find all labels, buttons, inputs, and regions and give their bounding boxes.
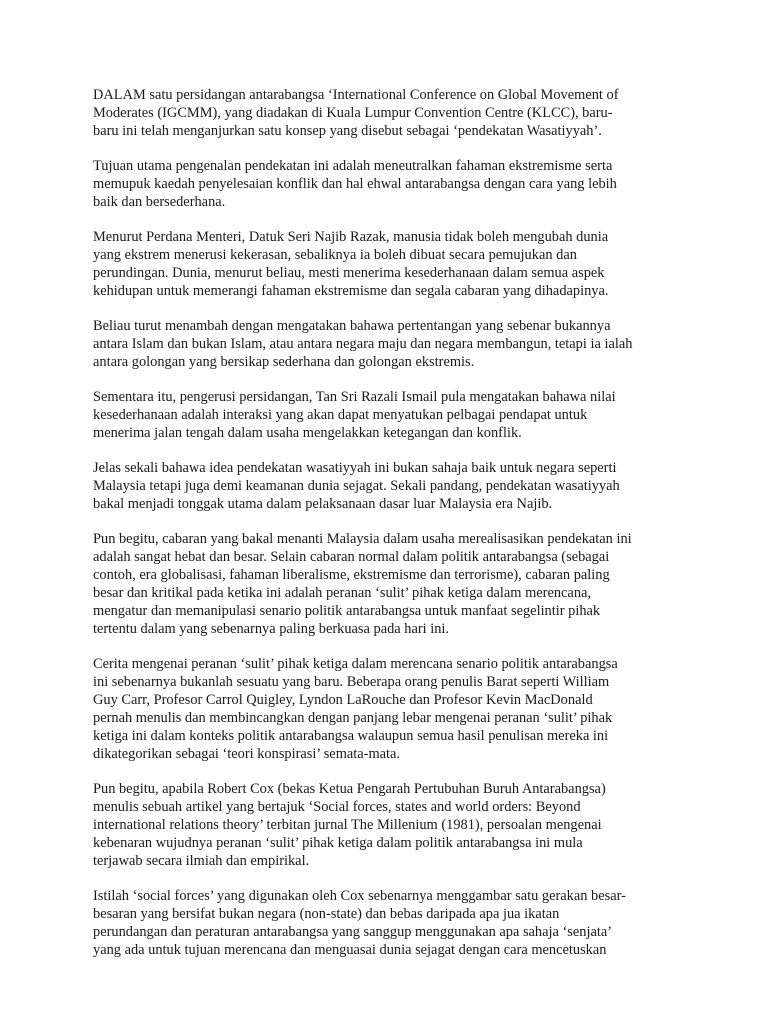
article-paragraph xyxy=(93,459,693,513)
paragraph-line: bakal menjadi tonggak utama dalam pelaksanaan dasar luar Malaysia era Najib. xyxy=(93,496,553,512)
article-paragraph xyxy=(93,780,693,870)
paragraph-line: yang ada untuk tujuan merencana dan menguasai dunia sejagat dengan cara mencetuskan xyxy=(93,942,607,958)
paragraph-line: Guy Carr, Profesor Carrol Quigley, Lyndon LaRouche dan Profesor Kevin MacDonald xyxy=(93,692,593,708)
paragraph-line: pernah menulis dan membincangkan dengan panjang lebar mengenai peranan ‘sulit’ pihak xyxy=(93,710,613,726)
paragraph-line: baru ini telah menganjurkan satu konsep yang disebut sebagai ‘pendekatan Wasatiyyah’. xyxy=(93,123,602,139)
article-paragraph xyxy=(93,655,693,763)
article-paragraph xyxy=(93,157,693,211)
paragraph-line: besar dan kritikal pada ketika ini adalah peranan ‘sulit’ pihak ketiga dalam merencana, xyxy=(93,585,591,601)
paragraph-line: besaran yang bersifat bukan negara (non-state) dan bebas daripada apa jua ikatan xyxy=(93,906,560,922)
paragraph-line: Jelas sekali bahawa idea pendekatan wasatiyyah ini bukan sahaja baik untuk negara seperti xyxy=(93,460,617,476)
paragraph-line: menerima jalan tengah dalam usaha mengelakkan ketegangan dan konflik. xyxy=(93,425,522,441)
paragraph-line: contoh, era globalisasi, fahaman liberalisme, ekstremisme dan terrorisme), cabaran paling xyxy=(93,567,610,583)
paragraph-line: mengatur dan memanipulasi senario politik antarabangsa untuk manfaat segelintir pihak xyxy=(93,603,601,619)
paragraph-line: ketiga ini dalam konteks politik antarabangsa walaupun semua hasil penulisan mereka ini xyxy=(93,728,609,744)
paragraph-line: terjawab secara ilmiah dan empirikal. xyxy=(93,853,310,869)
paragraph-line: DALAM satu persidangan antarabangsa ‘International Conference on Global Movement of xyxy=(93,87,619,103)
paragraph-line: Malaysia tetapi juga demi keamanan dunia sejagat. Sekali pandang, pendekatan wasatiyyah xyxy=(93,478,620,494)
paragraph-line: perundangan dan peraturan antarabangsa yang sanggup menggunakan apa sahaja ‘senjata’ xyxy=(93,924,613,940)
article-paragraph xyxy=(93,887,693,959)
paragraph-line: dikategorikan sebagai ‘teori konspirasi’ semata-mata. xyxy=(93,746,401,762)
paragraph-line: Pun begitu, apabila Robert Cox (bekas Ketua Pengarah Pertubuhan Buruh Antarabangsa) xyxy=(93,781,606,797)
paragraph-line: yang ekstrem menerusi kekerasan, sebaliknya ia boleh dibuat secara pemujukan dan xyxy=(93,247,577,263)
paragraph-line: international relations theory’ terbitan jurnal The Millenium (1981), persoalan mengenai xyxy=(93,817,602,833)
article-paragraph xyxy=(93,228,693,300)
paragraph-line: Tujuan utama pengenalan pendekatan ini adalah meneutralkan fahaman ekstremisme serta xyxy=(93,158,613,174)
paragraph-line: antara Islam dan bukan Islam, atau antara negara maju dan negara membangun, tetapi ia ialah xyxy=(93,336,633,352)
article-paragraph xyxy=(93,530,693,638)
paragraph-line: kesederhanaan adalah interaksi yang akan dapat menyatukan pelbagai pendapat untuk xyxy=(93,407,588,423)
paragraph-line: tertentu dalam yang sebenarnya paling berkuasa pada hari ini. xyxy=(93,621,450,637)
paragraph-line: kehidupan untuk memerangi fahaman ekstremisme dan segala cabaran yang dihadapinya. xyxy=(93,283,609,299)
paragraph-line: menulis sebuah artikel yang bertajuk ‘Social forces, states and world orders: Beyond xyxy=(93,799,581,815)
paragraph-line: memupuk kaedah penyelesaian konflik dan hal ehwal antarabangsa dengan cara yang lebih xyxy=(93,176,617,192)
paragraph-line: Cerita mengenai peranan ‘sulit’ pihak ketiga dalam merencana senario politik antarabangsa xyxy=(93,656,618,672)
paragraph-line: kebenaran wujudnya peranan ‘sulit’ pihak ketiga dalam politik antarabangsa ini mula xyxy=(93,835,583,851)
paragraph-line: Pun begitu, cabaran yang bakal menanti Malaysia dalam usaha merealisasikan pendekatan ini xyxy=(93,531,632,547)
article-body xyxy=(93,86,693,976)
paragraph-line: perundingan. Dunia, menurut beliau, mesti menerima kesederhanaan dalam semua aspek xyxy=(93,265,605,281)
paragraph-line: Beliau turut menambah dengan mengatakan bahawa pertentangan yang sebenar bukannya xyxy=(93,318,611,334)
article-paragraph xyxy=(93,86,693,140)
paragraph-line: baik dan bersederhana. xyxy=(93,194,226,210)
article-paragraph xyxy=(93,388,693,442)
paragraph-line: ini sebenarnya bukanlah sesuatu yang baru. Beberapa orang penulis Barat seperti William xyxy=(93,674,610,690)
article-paragraph xyxy=(93,317,693,371)
paragraph-line: Menurut Perdana Menteri, Datuk Seri Najib Razak, manusia tidak boleh mengubah dunia xyxy=(93,229,609,245)
paragraph-line: antara golongan yang bersikap sederhana dan golongan ekstremis. xyxy=(93,354,475,370)
paragraph-line: Moderates (IGCMM), yang diadakan di Kuala Lumpur Convention Centre (KLCC), baru- xyxy=(93,105,613,121)
paragraph-line: Sementara itu, pengerusi persidangan, Tan Sri Razali Ismail pula mengatakan bahawa nilai xyxy=(93,389,616,405)
paragraph-line: adalah sangat hebat dan besar. Selain cabaran normal dalam politik antarabangsa (sebagai xyxy=(93,549,610,565)
paragraph-line: Istilah ‘social forces’ yang digunakan oleh Cox sebenarnya menggambar satu gerakan besar- xyxy=(93,888,626,904)
